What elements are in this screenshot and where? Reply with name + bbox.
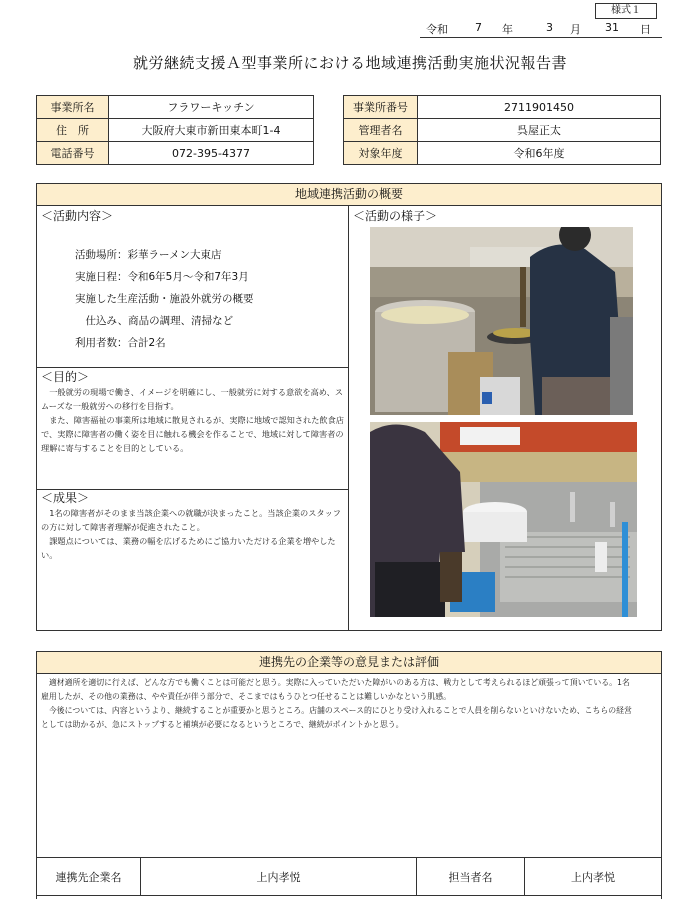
- report-date: [420, 18, 662, 38]
- office-number-label: 事業所番号: [344, 96, 418, 119]
- content-line: 実施した生産活動・施設外就労の概要: [75, 293, 254, 305]
- overview-section: [36, 183, 662, 631]
- fiscal-year-value: 令和6年度: [418, 142, 661, 165]
- date-day-unit: 日: [640, 23, 651, 36]
- form-number: 様式１: [595, 3, 657, 19]
- purpose-line: で、実際に障害者の働く姿を目に触れる機会を作ることで、地域に対して障害者の: [41, 429, 344, 439]
- partner-company-label: 連携先企業名: [37, 858, 141, 896]
- date-era: 令和: [426, 23, 448, 36]
- content-line: 実施日程：令和6年5月～令和7年3月: [75, 271, 249, 283]
- office-number-value: 2711901450: [418, 96, 661, 119]
- content-list: [75, 244, 345, 354]
- date-year-unit: 年: [502, 23, 513, 36]
- date-day: 31: [605, 21, 619, 34]
- sink-photo-image: [370, 422, 637, 617]
- signature-table: [36, 857, 662, 896]
- manager-value: 呉屋正太: [418, 119, 661, 142]
- office-info-left: [36, 95, 314, 165]
- result-line: の方に対して障害者理解が促進されたこと。: [41, 522, 205, 532]
- purpose-line: ムーズな一般就労への移行を目指す。: [41, 401, 179, 411]
- office-name-value: フラワーキッチン: [109, 96, 314, 119]
- overview-heading: 地域連携活動の概要: [37, 184, 661, 206]
- activity-photo-sink: [370, 422, 637, 617]
- address-value: 大阪府大東市新田東本町1-4: [109, 119, 314, 142]
- content-line: 利用者数：合計2名: [75, 337, 166, 349]
- content-line: 活動場所：彩華ラーメン大東店: [75, 249, 222, 261]
- contact-person-value: 上内孝悦: [525, 858, 662, 896]
- signature-row: [37, 858, 662, 896]
- kitchen-photo-image: [370, 227, 633, 415]
- evaluation-line: 雇用したが、その他の業務は、やや責任が伴う部分で、そこまではもうひとつ任せることは難しいかなという肌感。: [41, 692, 452, 701]
- evaluation-line: 適材適所を適切に行えば、どんな方でも働くことは可能だと思う。実際に入っていただいた障がいのある方は、戦力として考えられるほど頑張って頂いている。1名: [41, 678, 630, 687]
- phone-label: 電話番号: [37, 142, 109, 165]
- evaluation-heading: 連携先の企業等の意見または評価: [37, 652, 661, 674]
- info-row-address: [37, 119, 314, 142]
- result-text: [41, 506, 347, 562]
- result-line: い。: [41, 550, 58, 560]
- contact-person-label: 担当者名: [417, 858, 525, 896]
- document-title: 就労継続支援Ａ型事業所における地域連携活動実施状況報告書: [132, 54, 567, 72]
- photos-label: ＜活動の様子＞: [353, 209, 438, 223]
- fiscal-year-label: 対象年度: [344, 142, 418, 165]
- overview-divider: [348, 206, 349, 630]
- purpose-line: また、障害福祉の事業所は地域に散見されるが、実際に地域で認知された飲食店: [41, 415, 344, 425]
- result-line: 課題点については、業務の幅を広げるためにご協力いただける企業を増やした: [41, 536, 336, 546]
- office-name-label: 事業所名: [37, 96, 109, 119]
- info-row-phone: [37, 142, 314, 165]
- result-line: 1名の障害者がそのまま当該企業への就職が決まったこと。当該企業のスタッフ: [41, 508, 341, 518]
- result-label: ＜成果＞: [41, 491, 90, 505]
- phone-value: 072-395-4377: [109, 142, 314, 165]
- address-label: 住 所: [37, 119, 109, 142]
- purpose-label: ＜目的＞: [41, 370, 90, 384]
- office-info-right: [343, 95, 661, 165]
- purpose-text: [41, 385, 347, 455]
- evaluation-text: [41, 676, 659, 732]
- date-month: 3: [546, 21, 553, 34]
- partner-company-value: 上内孝悦: [141, 858, 417, 896]
- info-row-manager: [344, 119, 661, 142]
- content-line: 仕込み、商品の調理、清掃など: [75, 315, 234, 327]
- evaluation-line: としては助かるが、急にストップすると補填が必要になるというところで、継続がポイントかと思う。: [41, 720, 404, 729]
- purpose-line: 一般就労の現場で働き、イメージを明確にし、一般就労に対する意欲を高め、ス: [41, 387, 344, 397]
- manager-label: 管理者名: [344, 119, 418, 142]
- activity-photo-kitchen: [370, 227, 633, 415]
- info-row-fiscal-year: [344, 142, 661, 165]
- info-row-office-number: [344, 96, 661, 119]
- evaluation-line: 今後については、内容というより、継続することが重要かと思うところ。店舗のスペース的にひとり受け入れることで人員を削らないといけないため、こちらの経営: [41, 706, 632, 715]
- date-month-unit: 月: [570, 23, 581, 36]
- date-year: 7: [475, 21, 482, 34]
- info-row-office-name: [37, 96, 314, 119]
- purpose-line: 理解に寄与することを目的としている。: [41, 443, 189, 453]
- content-label: ＜活動内容＞: [41, 209, 114, 223]
